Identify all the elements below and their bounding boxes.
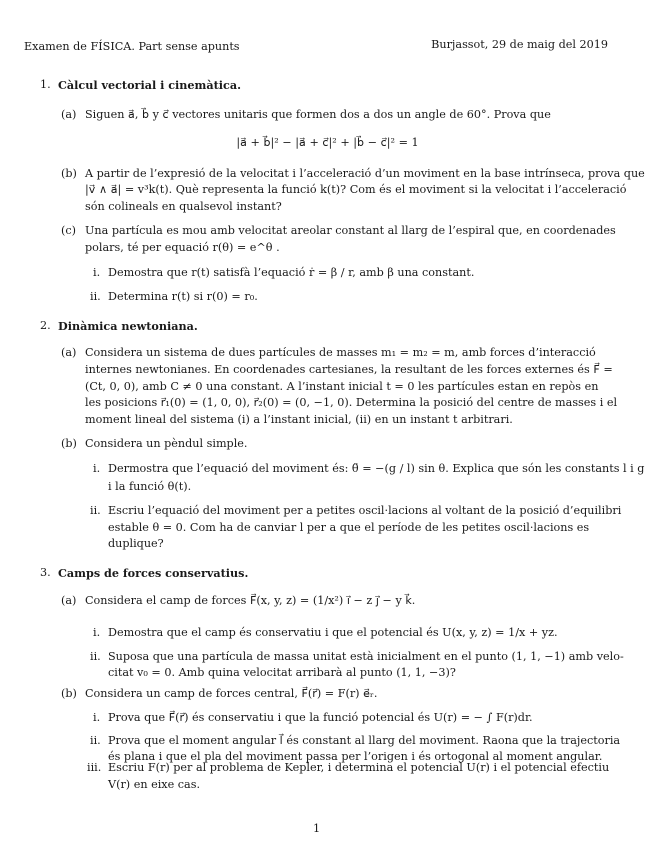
q1a-equation: |a⃗ + b⃗|² − |a⃗ + c⃗|² + |b⃗ − c⃗|² = 1 <box>236 136 419 149</box>
q3a-label: (a) <box>61 594 77 607</box>
q3a-ii-line: citat v₀ = 0. Amb quina velocitat arribarà al punto (1, 1, −3)? <box>108 666 456 679</box>
q2a-line: (Ct, 0, 0), amb C ≠ 0 una constant. A l’instant inicial t = 0 les partícules estan en repòs en <box>85 380 599 393</box>
q1b-label: (b) <box>61 167 77 180</box>
q1c-i-label: i. <box>93 266 101 279</box>
section-1-title: Càlcul vectorial i cinemàtica. <box>58 78 242 92</box>
q1a-text: Siguen a⃗, b⃗ y c⃗ vectores unitaris que formen dos a dos un angle de 60°. Prova que <box>85 108 551 121</box>
section-1-number: 1. <box>40 78 51 91</box>
exam-title: Examen de FÍSICA. Part sense apunts <box>24 40 240 53</box>
q2b-i-line: Dermostra que l’equació del moviment és: θ̈ = −(g / l) sin θ. Explica que són les constants l i g <box>108 462 645 475</box>
q1c-line: Una partícula es mou amb velocitat areolar constant al llarg de l’espiral que, en coordenades <box>85 224 616 237</box>
q3b-label: (b) <box>61 687 77 700</box>
q2b-ii-label: ii. <box>90 504 101 517</box>
q1c-ii-text: Determina r(t) si r(0) = r₀. <box>108 290 258 303</box>
q3b-ii-label: ii. <box>90 734 101 747</box>
q1b-line: són colineals en qualsevol instant? <box>85 200 282 213</box>
q3b-ii-line: Prova que el moment angular l⃗ és constant al llarg del moviment. Raona que la trajectoria <box>108 734 621 747</box>
section-3-title: Camps de forces conservatius. <box>58 566 249 580</box>
q2a-line: Considera un sistema de dues partícules de masses m₁ = m₂ = m, amb forces d’interacció <box>85 346 596 359</box>
q2b-ii-line: Escriu l’equació del moviment per a petites oscil·lacions al voltant de la posició d’equilibri <box>108 504 622 517</box>
q1b-line: A partir de l’expresió de la velocitat i l’acceleració d’un moviment en la base intrínseca, prova que <box>85 167 645 180</box>
q2a-line: moment lineal del sistema (i) a l’instant inicial, (ii) en un instant t arbitrari. <box>85 413 513 426</box>
q1c-i-text: Demostra que r(t) satisfà l’equació ṙ = β / r, amb β una constant. <box>108 266 475 279</box>
q1c-label: (c) <box>61 224 76 237</box>
q3a-text: Considera el camp de forces F⃗(x, y, z) = (1/x²) ı⃗ − z ȷ⃗ − y k⃗. <box>85 594 416 607</box>
q3a-i-label: i. <box>93 626 101 639</box>
section-3-number: 3. <box>40 566 51 579</box>
q3a-i-text: Demostra que el camp és conservatiu i que el potencial és U(x, y, z) = 1/x + yz. <box>108 626 558 639</box>
q3b-iii-line: V(r) en eixe cas. <box>108 778 201 791</box>
q3b-text: Considera un camp de forces central, F⃗(r⃗) = F(r) e⃗ᵣ. <box>85 687 378 700</box>
section-2-number: 2. <box>40 319 51 332</box>
q2b-ii-line: estable θ = 0. Com ha de canviar l per a que el període de les petites oscil·lacions es <box>108 521 590 534</box>
q1a-label: (a) <box>61 108 77 121</box>
q1c-ii-label: ii. <box>90 290 101 303</box>
q3a-ii-label: ii. <box>90 650 101 663</box>
q3b-ii-line: és plana i que el pla del moviment passa per l’origen i és ortogonal al moment angular. <box>108 750 603 763</box>
q2b-i-line: i la funció θ(t). <box>108 480 192 493</box>
page-number: 1 <box>313 822 321 835</box>
q2b-text: Considera un pèndul simple. <box>85 437 248 450</box>
exam-date-place: Burjassot, 29 de maig del 2019 <box>431 38 608 51</box>
q2b-ii-line: duplique? <box>108 537 164 550</box>
q2a-label: (a) <box>61 346 77 359</box>
q2b-label: (b) <box>61 437 77 450</box>
q2b-i-label: i. <box>93 462 101 475</box>
q3b-iii-line: Escriu F(r) per al problema de Kepler, i determina el potencial U(r) i el potencial efectiu <box>108 761 610 774</box>
q3a-ii-line: Suposa que una partícula de massa unitat està inicialment en el punto (1, 1, −1) amb velo- <box>108 650 624 663</box>
q1b-line: |v⃗ ∧ a⃗| = v³k(t). Què representa la funció k(t)? Com és el moviment si la velocitat i l’acceleració <box>85 183 627 196</box>
q3b-i-text: Prova que F⃗(r⃗) és conservatiu i que la funció potencial és U(r) = − ∫ F(r)dr. <box>108 711 533 724</box>
q1c-line: polars, té per equació r(θ) = e^θ . <box>85 241 280 254</box>
section-2-title: Dinàmica newtoniana. <box>58 319 198 333</box>
q3b-i-label: i. <box>93 711 101 724</box>
q2a-line: internes newtonianes. En coordenades cartesianes, la resultant de les forces externes és F⃗ = <box>85 363 613 376</box>
q3b-iii-label: iii. <box>87 761 102 774</box>
q2a-line: les posicions r⃗₁(0) = (1, 0, 0), r⃗₂(0) = (0, −1, 0). Determina la posició del centre de masses i el <box>85 396 618 409</box>
